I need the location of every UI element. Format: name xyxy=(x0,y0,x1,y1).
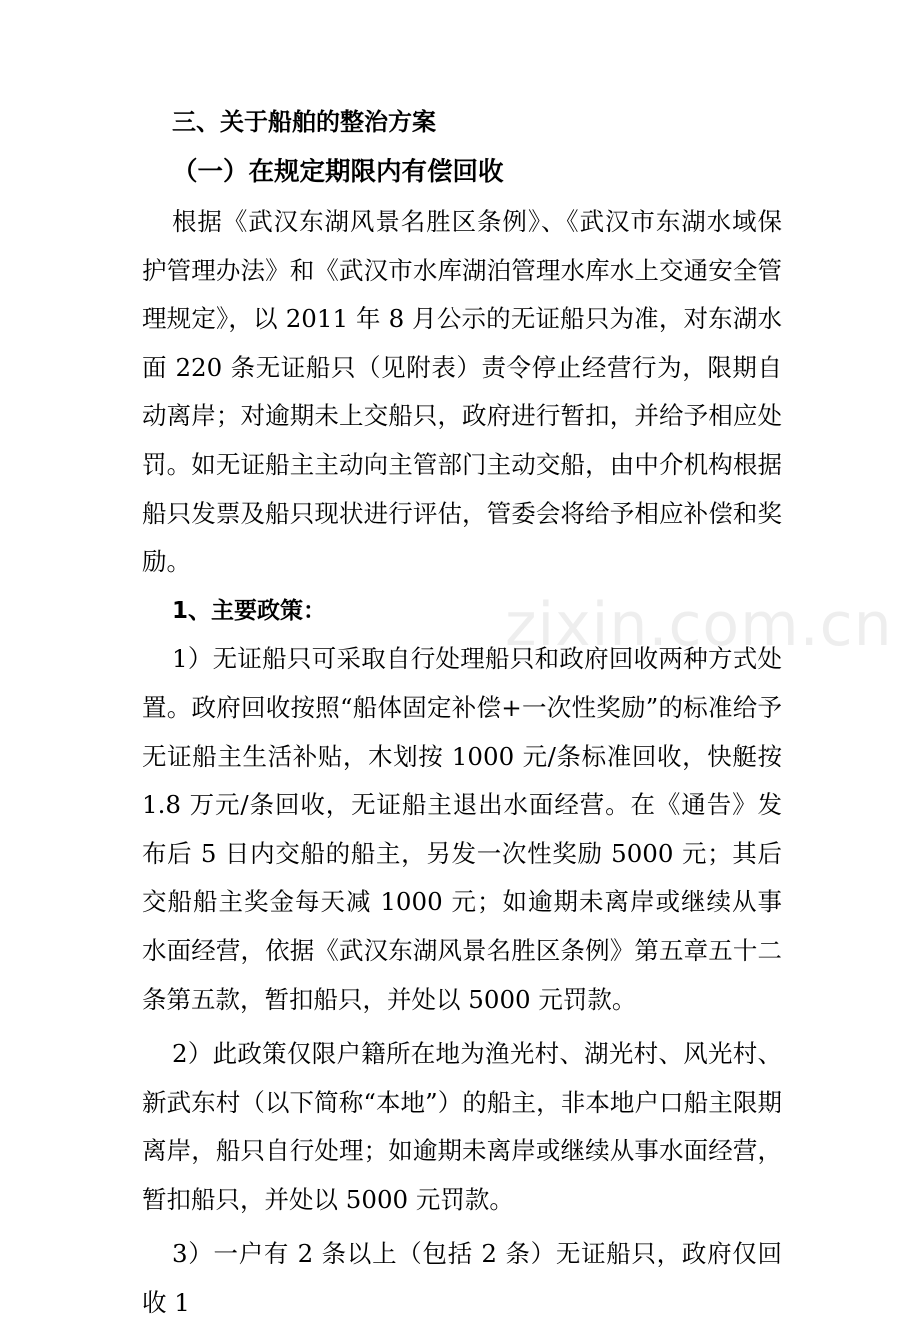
document-body xyxy=(142,98,782,1328)
policy-item-1: 1）无证船只可采取自行处理船只和政府回收两种方式处置。政府回收按照“船体固定补偿+一次性奖励”的标准给予无证船主生活补贴，木划按 1000 元/条标准回收，快艇按 1.8 万元/条回收，无证船主退出水面经营。在《通告》发布后 5 日内交船的船主，另发一次性奖励 5000 元；其后交船船主奖金每天减 1000 元；如逾期未离岸或继续从事水面经营，依据《武汉东湖风景名胜区条例》第五章五十二条第五款，暂扣船只，并处以 5000 元罚款。 xyxy=(142,644,782,1014)
section-title: 三、关于船舶的整治方案 xyxy=(172,108,436,136)
policy-item-2: 2）此政策仅限户籍所在地为渔光村、湖光村、风光村、新武东村（以下简称“本地”）的船主，非本地户口船主限期离岸，船只自行处理；如逾期未离岸或继续从事水面经营，暂扣船只，并处以 5000 元罚款。 xyxy=(142,1039,782,1214)
intro-paragraph: 根据《武汉东湖风景名胜区条例》、《武汉市东湖水域保护管理办法》和《武汉市水库湖泊管理水库水上交通安全管理规定》，以 2011 年 8 月公示的无证船只为准，对东湖水面 220 条无证船只（见附表）责令停止经营行为，限期自动离岸；对逾期未上交船只，政府进行暂扣，并给予相应处罚。如无证船主主动向主管部门主动交船，由中介机构根据船只发票及船只现状进行评估，管委会将给予相应补偿和奖励。 xyxy=(142,207,782,577)
subsection-title: （一）在规定期限内有偿回收 xyxy=(172,157,504,187)
policy-item-3: 3）一户有 2 条以上（包括 2 条）无证船只，政府仅回收 1 xyxy=(142,1239,782,1318)
policy-heading: 1、主要政策： xyxy=(172,597,327,624)
watermark: zixin.com.cn xyxy=(505,590,893,660)
